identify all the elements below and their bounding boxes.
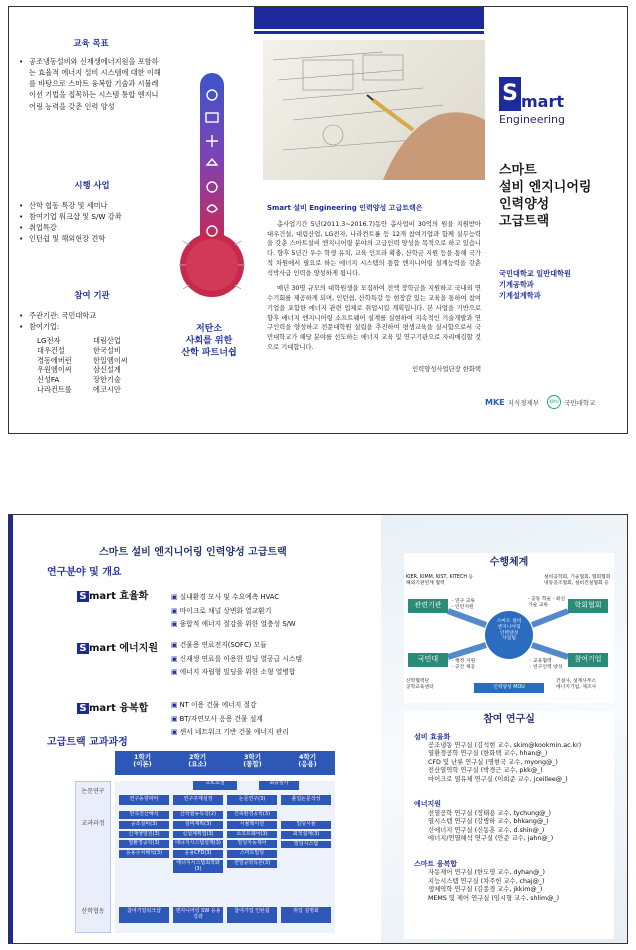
- hand-drawing-photo: [263, 40, 485, 180]
- lab-item: 마이크로 열유체 연구실 (이희준 교수, jceillee@_): [428, 775, 568, 783]
- lab-item: 지능시스템 연구실 (차주헌 교수, chaj@_): [428, 877, 545, 885]
- company: 에코시안: [93, 384, 121, 394]
- lab-item: 생체역학 연구실 (김종경 교수, jkkim@_): [428, 886, 543, 894]
- company: LG전자: [37, 336, 61, 346]
- company: 장한기술: [93, 375, 121, 385]
- mke-logo: MKE: [485, 397, 505, 407]
- intro-paragraph: 총사업기간 5년(2011.3~2016.7)동안 총사업비 30억의 원을 지원받아 대우건설, 대림산업, LG전자, 나라컨트롤 등 12개 참여기업과 함께 실무능력을 갖춘 스마트설비 엔지니어링 분야의 고급인력 양성을 목적으로 하고 있습니다. 향후 5년간 우수 학생 유치, 교육 인프라 확충, 산학금 지원 등을 통해 국가적 차원에서 필요로 하는 에너지 시스템의 통합 엔지니어링 설계능력을 갖춘 석박사급 인력을 양성하게 됩니다.: [267, 220, 481, 277]
- course-column: 건축환경공학(3) 시뮬레이션 소프트웨어(3) 빌딩자동제어 스마트빌딩 전열공학특론(3): [227, 811, 277, 868]
- research-group: S mart 에너지원 ▣ 건물용 연료전지(SOFC) 모듈 ▣ 신재생 연료를 이용한 빌딩 열공급 시스템 ▣ 에너지 자립형 빌딩을 위한 소형 열병합: [77, 639, 367, 691]
- company: 경동에버런: [37, 355, 72, 365]
- program-item: • 산학 협동 특강 및 세미나: [17, 200, 167, 211]
- right-column: [485, 7, 628, 433]
- course-column: 산학협동특강(2) 설비계획(3) 실험계획법(3) 에너지시스템설계(3) 응용CFD(3) 에너지시스템최적화(3): [173, 811, 223, 873]
- company: 나라컨트롤: [37, 384, 72, 394]
- system-center: 스마트 설비 엔지니어링 인력양성 사업팀: [496, 619, 522, 642]
- lab-item: MEMS 및 제어 연구실 (임시형 교수, shlim@_): [428, 894, 560, 902]
- top-bar: [254, 7, 484, 29]
- lab-group: 스마트 융복합 자동제어 연구실 (한도영 교수, dyhan@_) 지능시스템 연구실 (차주헌 교수, chaj@_) 생체역학 연구실 (김종경 교수, jkkim@_) MEMS 및 제어 연구실 (임시형 교수, shlim@_): [404, 860, 614, 903]
- lab-item: 전산열역학 연구실 (박경근 교수, pkk@_): [428, 767, 543, 775]
- program-title: 시행 사업: [74, 180, 110, 190]
- lab-item: 열시스템 연구실 (강병하 교수, bhkang@_): [428, 818, 549, 826]
- lab-item: CFD 및 난류 연구실 (명현국 교수, myong@_): [428, 758, 558, 766]
- kmu-logo: KMU: [547, 395, 561, 409]
- curriculum-table: 1학기 (이론) 2학기 (요소) 3학기 (통합) 4학기 (응용) 논문연구 교과과정 산학협동 프로포절 최종심사 연구동향파악 연구주제설정 논문연구(3) 졸업논문작성 반측전산해석 공조설비(3) 신재생열원(3) 열환경공학(3) 응용수치해석(3) 산학협동특강(2) 설비계획(3) 실험계획법(3) 에너지시스템설계(3) 응용CFD(3) 에너지시스템최적화(3) 건축환경공학(3) 시뮬레이션 소프트웨어(3) 빌딩자동제어 스마트빌딩 전열공학특론(3) 빌딩시뮬 최적설계(3) 빌딩시스템 참여기업워크샵 엔지니어링 SW 응용강좌 참여기업 인턴쉽 취업 설명회: [75, 751, 335, 935]
- program-item: • 취업특강: [17, 222, 167, 233]
- lab-item: 에너지/연열해석 연구실 (안준 교수, jahn@_): [428, 835, 554, 843]
- program-list: [17, 200, 167, 245]
- company: 삼신설계: [93, 365, 121, 375]
- company: 한국설비: [93, 346, 121, 356]
- top-bar-line: [254, 31, 484, 34]
- companies-label: • 참여기업:: [17, 321, 167, 332]
- curriculum-title: 고급트랙 교과과정: [47, 737, 128, 748]
- company: 대림산업: [93, 336, 121, 346]
- smart-engineering-logo: S mart Engineering: [499, 77, 619, 126]
- research-group: S mart 융복합 ▣ NT 이용 건물 에너지 절감 ▣ BT/자연모사 응용 건물 설계 ▣ 센서 네트워크 기반 건물 에너지 관리: [77, 699, 367, 751]
- intro-heading: Smart 설비 Engineering 인력양성 고급트랙은: [267, 204, 423, 212]
- slogan: 저탄소 사회를 위한 산학 파트너쉽: [181, 324, 237, 359]
- company: 대우건설: [37, 346, 65, 356]
- course-column: 빌딩시뮬 최적설계(3) 빌딩시스템: [281, 821, 331, 848]
- intro-paragraph: 매년 30명 규모의 대학원생을 모집하여 전액 장학금을 지원하고 국내외 연수기회를 제공하게 되며, 인턴쉽, 산학특강 등 현장감 있는 교육을 통하여 참여기업을 포함한 에너지 관련 업체로 취업시킬 계획입니다. 본 사업을 기반으로 향후 에너지 엔지니어링 소프트웨어 설계를 실현하여 지속적인 기술개발과 연구인력을 양성하고 전문대학원 설립을 추진하여 평생교육을 실시함으로서 국민대학교가 해당 분야를 선도하는 에너지 교육 및 연구기관으로 자리매김할 것으로 기대합니다.: [267, 285, 481, 351]
- lab-item: 신에너지 연구실 (신동훈 교수, d.shin@_): [428, 826, 545, 834]
- course-column: 반측전산해석 공조설비(3) 신재생열원(3) 열환경공학(3) 응용수치해석(3): [119, 811, 169, 858]
- left-column: [9, 7, 169, 433]
- research-group: S mart 효율화 ▣ 실내환경 모사 및 수요예측 HVAC ▣ 마이크로 채널 상변화 열교환기 ▣ 융합적 에너지 절감을 위한 열충성 S/W: [77, 585, 367, 637]
- company: 우원엠이씨: [37, 365, 72, 375]
- industry-row: 참여기업워크샵 엔지니어링 SW 응용강좌 참여기업 인턴쉽 취업 설명회: [119, 907, 331, 923]
- program-item: • 참여기업 워크샵 및 S/W 강좌: [17, 211, 167, 222]
- lab-item: 자동제어 연구실 (한도영 교수, dyhan@_): [428, 869, 545, 877]
- thermometer-graphic: [177, 73, 247, 303]
- research-title: 연구분야 및 개요: [47, 567, 122, 578]
- education-body: • 공조냉동설비와 신재생에너지원을 포함하는 효율적 에너지 설비 시스템에 대한 이해를 바탕으로 스마트 융복합 기술과 시뮬레이션 기법을 접목하는 시스템 통합 엔지니어링 능력을 갖춘 인력 양성: [17, 56, 165, 112]
- labs-title: 참여 연구실: [483, 714, 535, 725]
- intro-section: [267, 203, 481, 374]
- signature: 인력양성사업단장 한화택: [412, 365, 481, 373]
- company: 신성FA: [37, 375, 60, 385]
- lab-item: 전열공학 연구실 (정태용 교수, tychung@_): [428, 809, 551, 817]
- labs-panel: [404, 711, 614, 939]
- brochure-inside: [8, 514, 628, 944]
- program-item: • 인턴쉽 및 해외현장 견학: [17, 233, 167, 244]
- lab-group: 설비 효율화 공조냉동 연구실 (김석현 교수, skim@kookmin.ac.kr) 열환경공학 연구실 (한화택 교수, hhan@_) CFD 및 난류 연구실 (명현국 교수, myong@_) 전산열역학 연구실 (박경근 교수, pkk@_) 마이크로 열유체 연구실 (이희준 교수, jceillee@_): [404, 733, 614, 785]
- system-diagram: 수행체계 KIER, KIMM, KIST, KITECH 등 해외기관연계 협력 설비공학회, 기술협회, 협회협회 냉동공조협회, 설비건설협회 등 관련기관 학회협회 국민대 참여기업 스마트 설비 엔지니어링 인력양성 사업팀 · 연구 교류 · 인턴지원 · 공동 학술 · 최신 기술 교류 · 행정 지원 · 공간 제공 · 교육협력 · 연구인력 양성 산학협력단 공학교육센터 인력양성 MOU 건설사, 설계사무소 에너지기업, 제조사: [404, 553, 614, 703]
- department: 국민대학교 일반대학원 기계공학과 기계설계학과: [499, 269, 571, 300]
- research-groups: [77, 585, 367, 751]
- lab-item: 열환경공학 연구실 (한화택 교수, hhan@_): [428, 750, 548, 758]
- education-title: 교육 목표: [73, 38, 109, 48]
- lab-group: 에너지원 전열공학 연구실 (정태용 교수, tychung@_) 열시스템 연구실 (강병하 교수, bhkang@_) 신에너지 연구실 (신동훈 교수, d.shin@_) 에너지/연열해석 연구실 (안준 교수, jahn@_): [404, 800, 614, 843]
- sponsor-logos: MKE 지식경제부 KMU 국민대학교: [485, 395, 625, 409]
- lab-item: 공조냉동 연구실 (김석현 교수, skim@kookmin.ac.kr): [428, 741, 582, 749]
- company: 한일엠이씨: [93, 355, 128, 365]
- host-org: • 주관기관: 국민대학교: [17, 310, 167, 321]
- inside-header: 스마트 설비 엔지니어링 인력양성 고급트랙: [99, 547, 287, 558]
- partners-title: 참여 기관: [74, 290, 110, 300]
- brochure-front: [8, 6, 628, 434]
- main-title: 스마트 설비 엔지니어링 인력양성 고급트랙: [499, 163, 592, 229]
